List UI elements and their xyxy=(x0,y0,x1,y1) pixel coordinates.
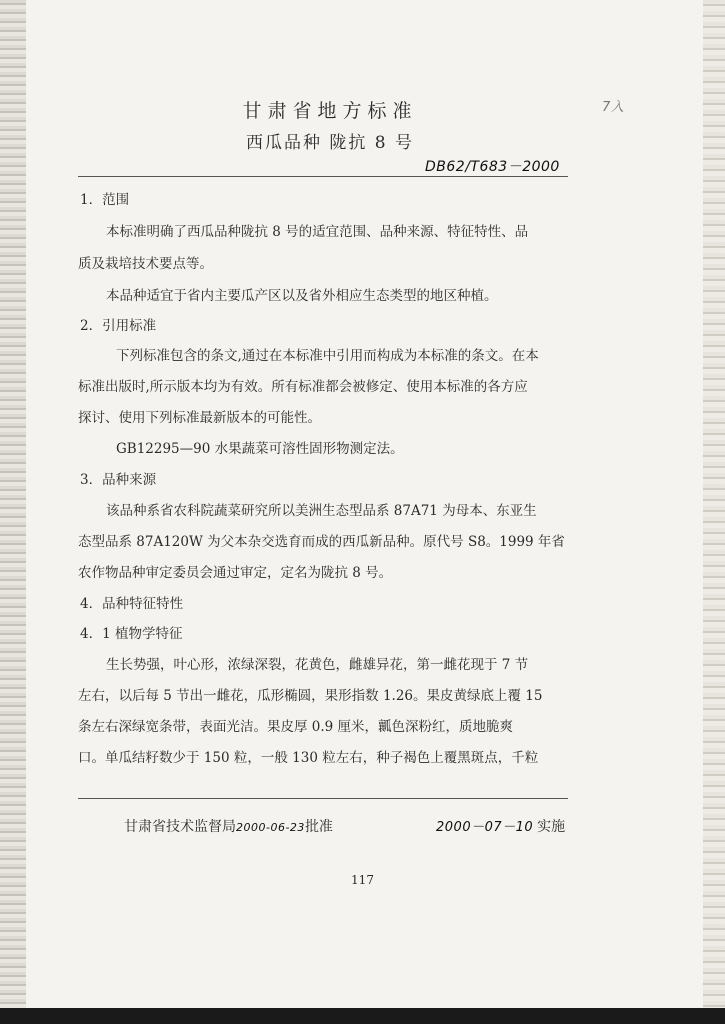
approval-line xyxy=(124,816,333,836)
corner-handwritten-mark: 7入 xyxy=(602,100,625,115)
header-rule xyxy=(78,176,568,177)
implementation-label: 实施 xyxy=(537,819,566,835)
section-3-para-line-2: 态型品系 87A120W 为父本杂交选育而成的西瓜新品种。原代号 S8。1999 年省 xyxy=(78,534,565,550)
section-1-para-1-line-2: 质及栽培技术要点等。 xyxy=(78,256,213,272)
section-4-1-para-line-1: 生长势强，叶心形，浓绿深裂，花黄色，雌雄异花，第一雌花现于 7 节 xyxy=(106,657,529,673)
footer-rule xyxy=(78,798,568,799)
section-2-heading: 2．引用标准 xyxy=(80,318,157,334)
page-number: 117 xyxy=(351,873,374,887)
section-4-1-para-line-2: 左右，以后每 5 节出一雌花，瓜形椭圆，果形指数 1.26。果皮黄绿底上覆 15 xyxy=(78,688,543,704)
section-2-para-1-line-2: 标准出版时,所示版本均为有效。所有标准都会被修定、使用本标准的各方应 xyxy=(78,379,528,395)
section-4-heading: 4．品种特征特性 xyxy=(80,596,184,612)
section-1-para-1-line-1: 本标准明确了西瓜品种陇抗 8 号的适宜范围、品种来源、特征特性、品 xyxy=(106,224,529,240)
section-3-heading: 3．品种来源 xyxy=(80,472,157,488)
implementation-line xyxy=(436,816,565,836)
implementation-date-handwritten: 2000－07－10 xyxy=(436,820,534,835)
section-4-1-para-line-3: 条左右深绿宽条带，表面光洁。果皮厚 0.9 厘米，瓤色深粉红，质地脆爽 xyxy=(78,719,514,735)
issuer-prefix: 甘肃省技术监督局 xyxy=(124,819,236,835)
document-number: DB62/T683－2000 xyxy=(425,159,560,175)
section-4-1-para-line-4: 口。单瓜结籽数少于 150 粒，一般 130 粒左右，种子褐色上覆黑斑点，千粒 xyxy=(78,750,539,766)
document-subtitle: 西瓜品种 陇抗 8 号 xyxy=(245,133,415,153)
section-2-para-1-line-3: 探讨、使用下列标准最新版本的可能性。 xyxy=(78,410,321,426)
section-1-heading: 1．范围 xyxy=(80,192,130,208)
section-2-reference: GB12295—90 水果蔬菜可溶性固形物测定法。 xyxy=(116,441,404,457)
scan-bottom-edge xyxy=(0,1008,725,1024)
scan-edge-right xyxy=(703,0,725,1024)
section-3-para-line-1: 该品种系省农科院蔬菜研究所以美洲生态型品系 87A71 为母本、东亚生 xyxy=(106,503,537,519)
document-title: 甘肃省地方标准 xyxy=(242,100,418,122)
section-2-para-1-line-1: 下列标准包含的条文,通过在本标准中引用而构成为本标准的条文。在本 xyxy=(116,348,539,364)
issue-date-handwritten: 2000-06-23 xyxy=(236,821,305,834)
section-1-para-2: 本品种适宜于省内主要瓜产区以及省外相应生态类型的地区种植。 xyxy=(106,288,498,304)
scan-edge-left xyxy=(0,0,26,1024)
issuer-suffix: 批准 xyxy=(304,819,333,835)
section-4-1-heading: 4．1 植物学特征 xyxy=(80,626,183,642)
section-3-para-line-3: 农作物品种审定委员会通过审定，定名为陇抗 8 号。 xyxy=(78,565,393,581)
